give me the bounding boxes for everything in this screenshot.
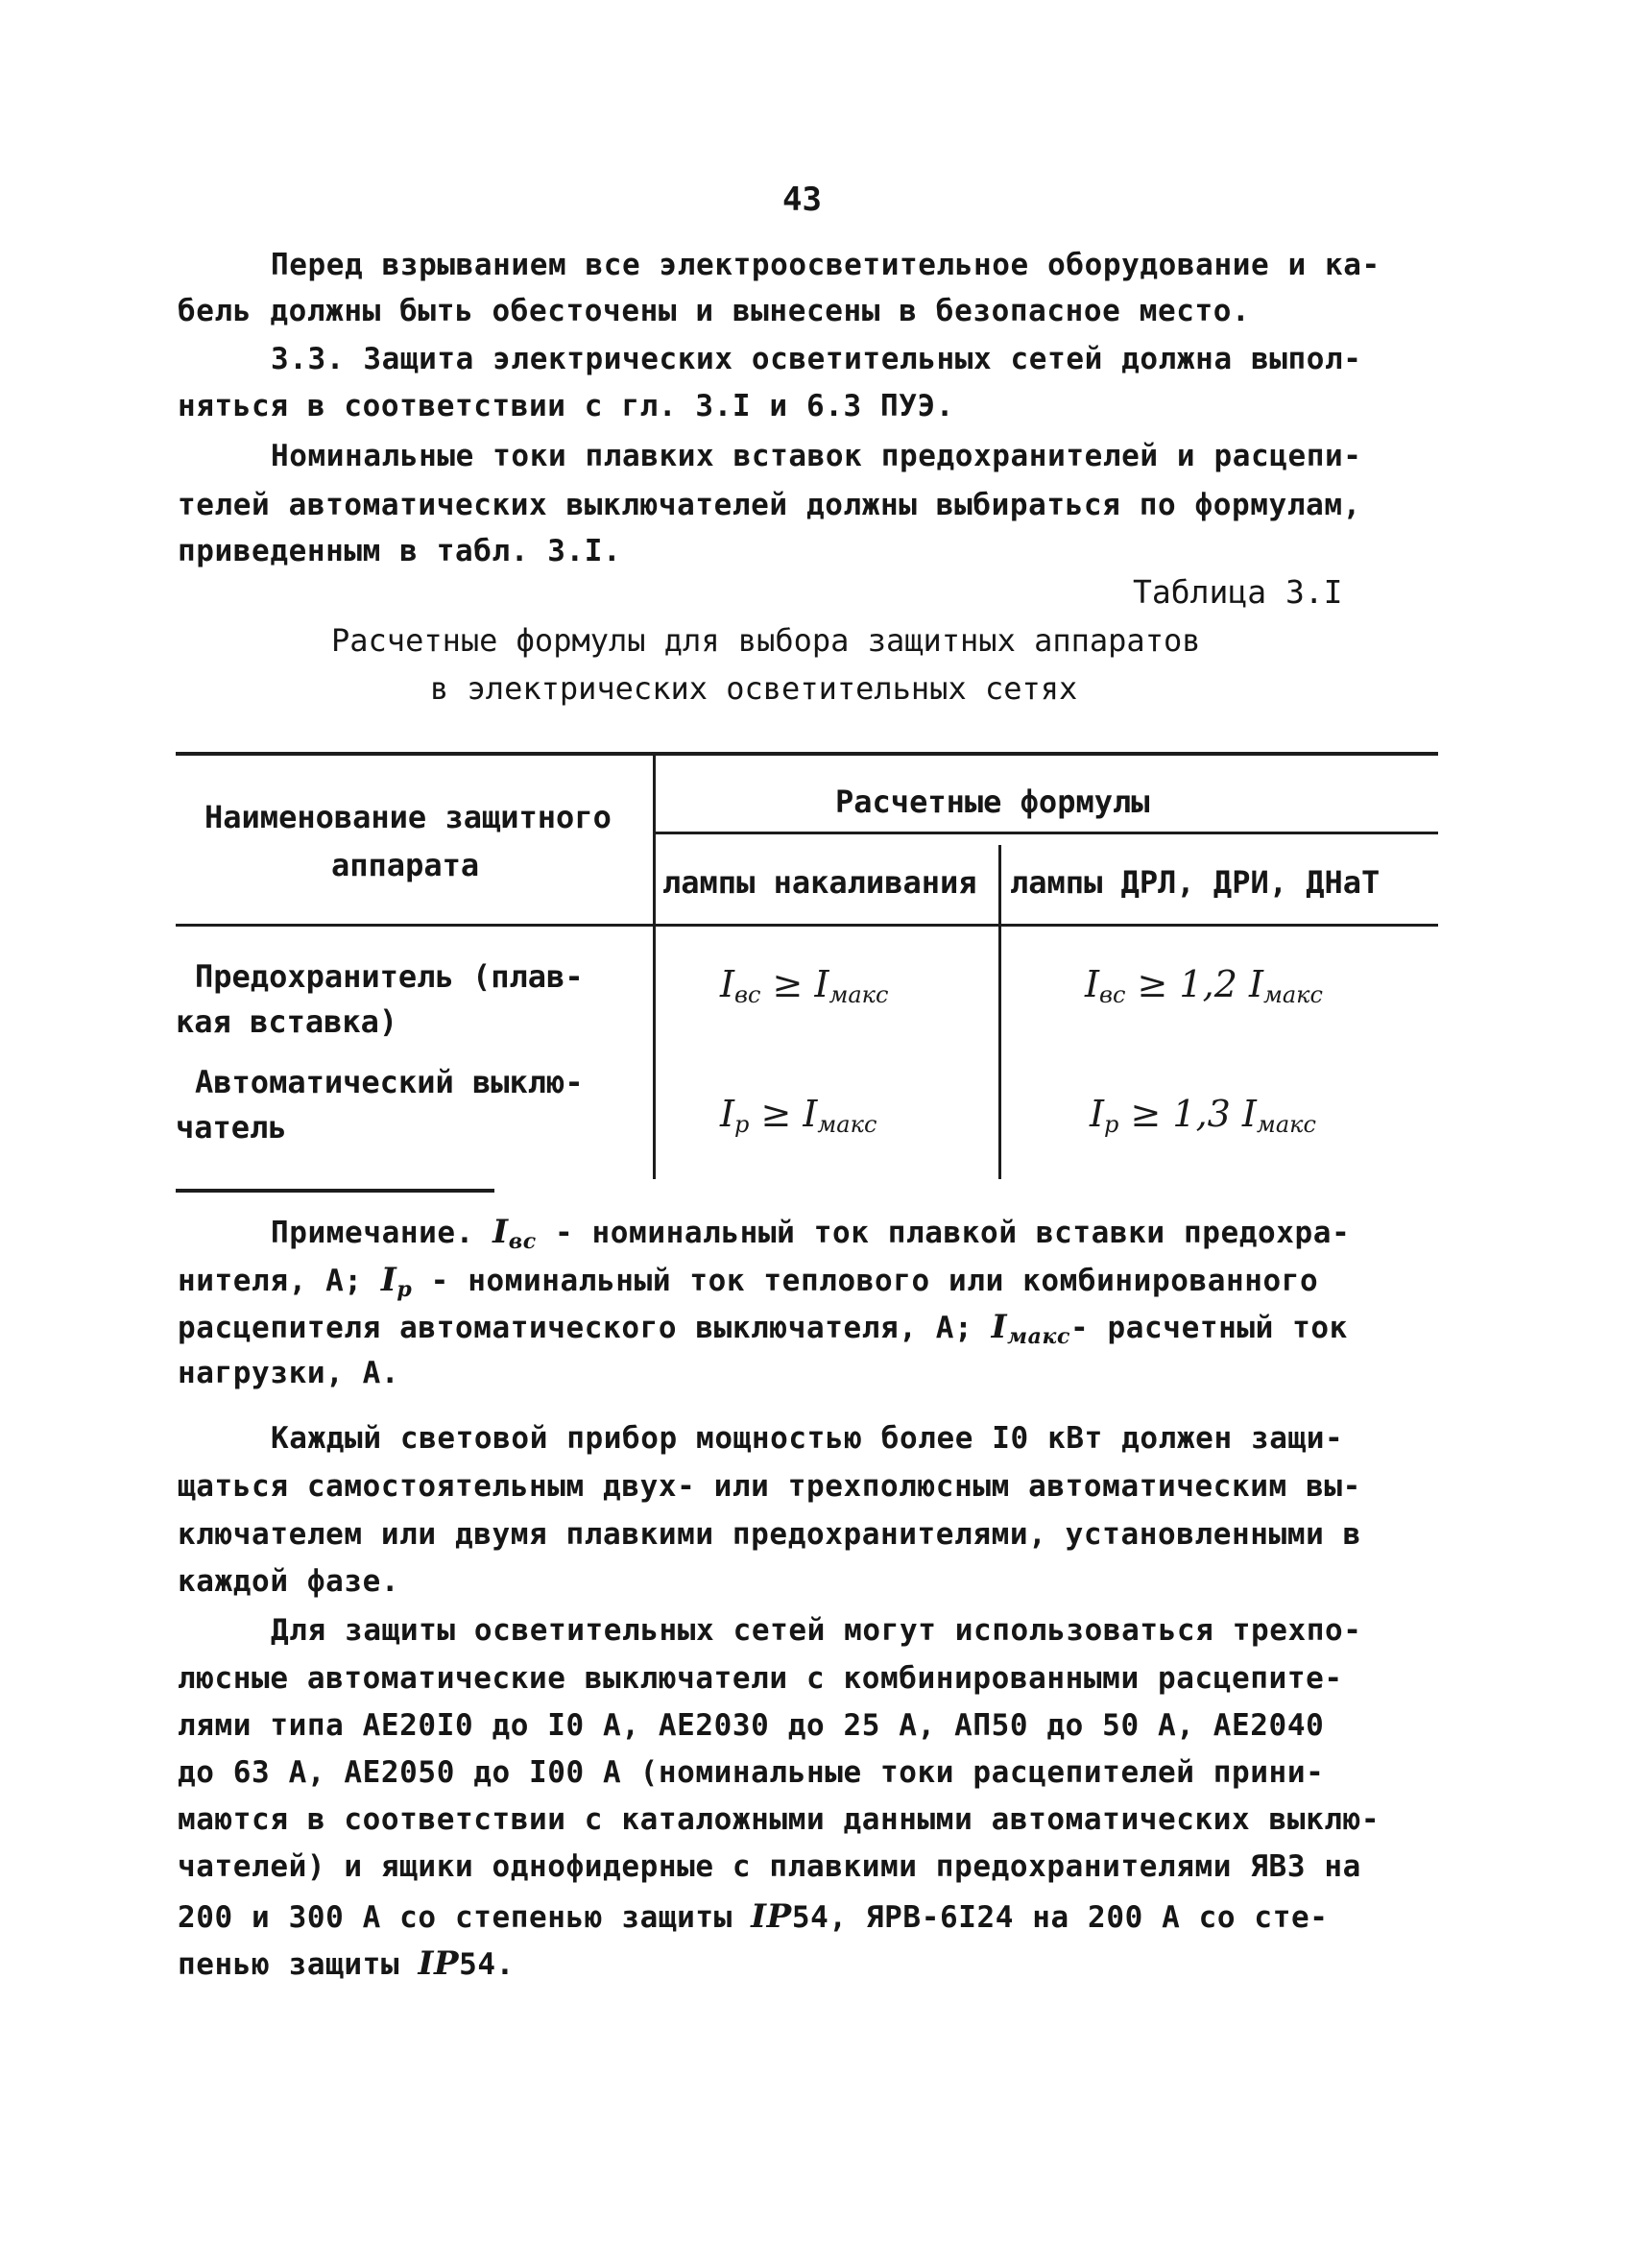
table-vline-2 — [998, 845, 1001, 1179]
intro-line-5: Номинальные токи плавких вставок предохранителей и расцепи- — [271, 439, 1362, 473]
para3-line-3: лями типа АЕ20I0 до I0 А, АЕ2030 до 25 А, АП50 до 50 А, АЕ2040 — [178, 1708, 1325, 1743]
row-2-name-line-2: чатель — [176, 1109, 287, 1146]
header-group: Расчетные формулы — [835, 784, 1150, 820]
intro-line-6: телей автоматических выключателей должны выбираться по формулам, — [178, 488, 1361, 522]
note-line-4: нагрузки, А. — [178, 1356, 400, 1390]
row-2-name-line-1: Автоматический выклю- — [195, 1064, 584, 1100]
table-header-rule — [176, 924, 1438, 927]
para3-line-8: пенью защиты IP54. — [178, 1944, 515, 1983]
row-2-formula-drl: $I_р \ge 1,3$ $I_{макс}$ — [1090, 1093, 1316, 1138]
row-1-formula-drl: $I_{вс} \ge 1,2$ $I_{макс}$ — [1085, 963, 1323, 1008]
table-vline-1 — [653, 754, 656, 1179]
intro-line-4: няться в соответствии с гл. 3.I и 6.3 ПУЭ. — [178, 389, 955, 423]
table-label: Таблица 3.I — [1133, 573, 1343, 611]
para2-line-3: ключателем или двумя плавкими предохранителями, установленными в — [178, 1517, 1361, 1552]
para3-line-2: люсные автоматические выключатели с комбинированными расцепите- — [178, 1661, 1343, 1696]
header-col1-line-1: Наименование защитного — [204, 799, 612, 835]
para2-line-4: каждой фазе. — [178, 1564, 400, 1599]
page-number: 43 — [782, 181, 822, 219]
para2-line-1: Каждый световой прибор мощностью более I0 кВт должен защи- — [271, 1421, 1344, 1456]
intro-line-7: приведенным в табл. 3.I. — [178, 534, 622, 568]
para3-line-4: до 63 А, АЕ2050 до I00 А (номинальные токи расцепителей прини- — [178, 1755, 1325, 1790]
para3-line-7: 200 и 300 А со степенью защиты IP54, ЯРВ-6I24 на 200 А со сте- — [178, 1897, 1329, 1936]
para3-line-6: чателей) и ящики однофидерные с плавкими предохранителями ЯВЗ на — [178, 1849, 1361, 1884]
table-top-rule — [176, 752, 1438, 756]
header-col1-line-2: аппарата — [331, 847, 480, 883]
header-col2: лампы накаливания — [662, 864, 977, 901]
intro-line-1: Перед взрыванием все электроосветительное оборудование и ка- — [271, 248, 1381, 282]
table-caption-line-2: в электрических осветительных сетях — [430, 670, 1078, 707]
table-group-rule — [653, 832, 1438, 834]
para3-line-5: маются в соответствии с каталожными данными автоматических выклю- — [178, 1802, 1381, 1837]
table-bottom-rule — [176, 1189, 494, 1193]
row-1-name-line-1: Предохранитель (плав- — [195, 958, 584, 995]
header-col3: лампы ДРЛ, ДРИ, ДНаТ — [1010, 864, 1381, 901]
row-2-formula-incandescent: $I_р \ge I_{макс}$ — [720, 1093, 877, 1138]
note-line-1: Примечание. $I_{вс}$ - номинальный ток плавкой вставки предохра- — [271, 1213, 1351, 1254]
table-caption-line-1: Расчетные формулы для выбора защитных аппаратов — [331, 622, 1201, 659]
para3-line-1: Для защиты осветительных сетей могут использоваться трехпо- — [271, 1613, 1362, 1648]
intro-line-2: бель должны быть обесточены и вынесены в безопасное место. — [178, 294, 1251, 328]
row-1-formula-incandescent: $I_{вс} \ge I_{макс}$ — [720, 963, 889, 1008]
intro-line-3: 3.3. Защита электрических осветительных сетей должна выпол- — [271, 342, 1362, 376]
row-1-name-line-2: кая вставка) — [176, 1003, 398, 1040]
para2-line-2: щаться самостоятельным двух- или трехполюсным автоматическим вы- — [178, 1469, 1361, 1504]
note-line-2: нителя, А; $I_р$ - номинальный ток теплового или комбинированного — [178, 1261, 1319, 1302]
note-line-3: расцепителя автоматического выключателя, А; $I_{макс}-$ расчетный ток — [178, 1308, 1348, 1349]
